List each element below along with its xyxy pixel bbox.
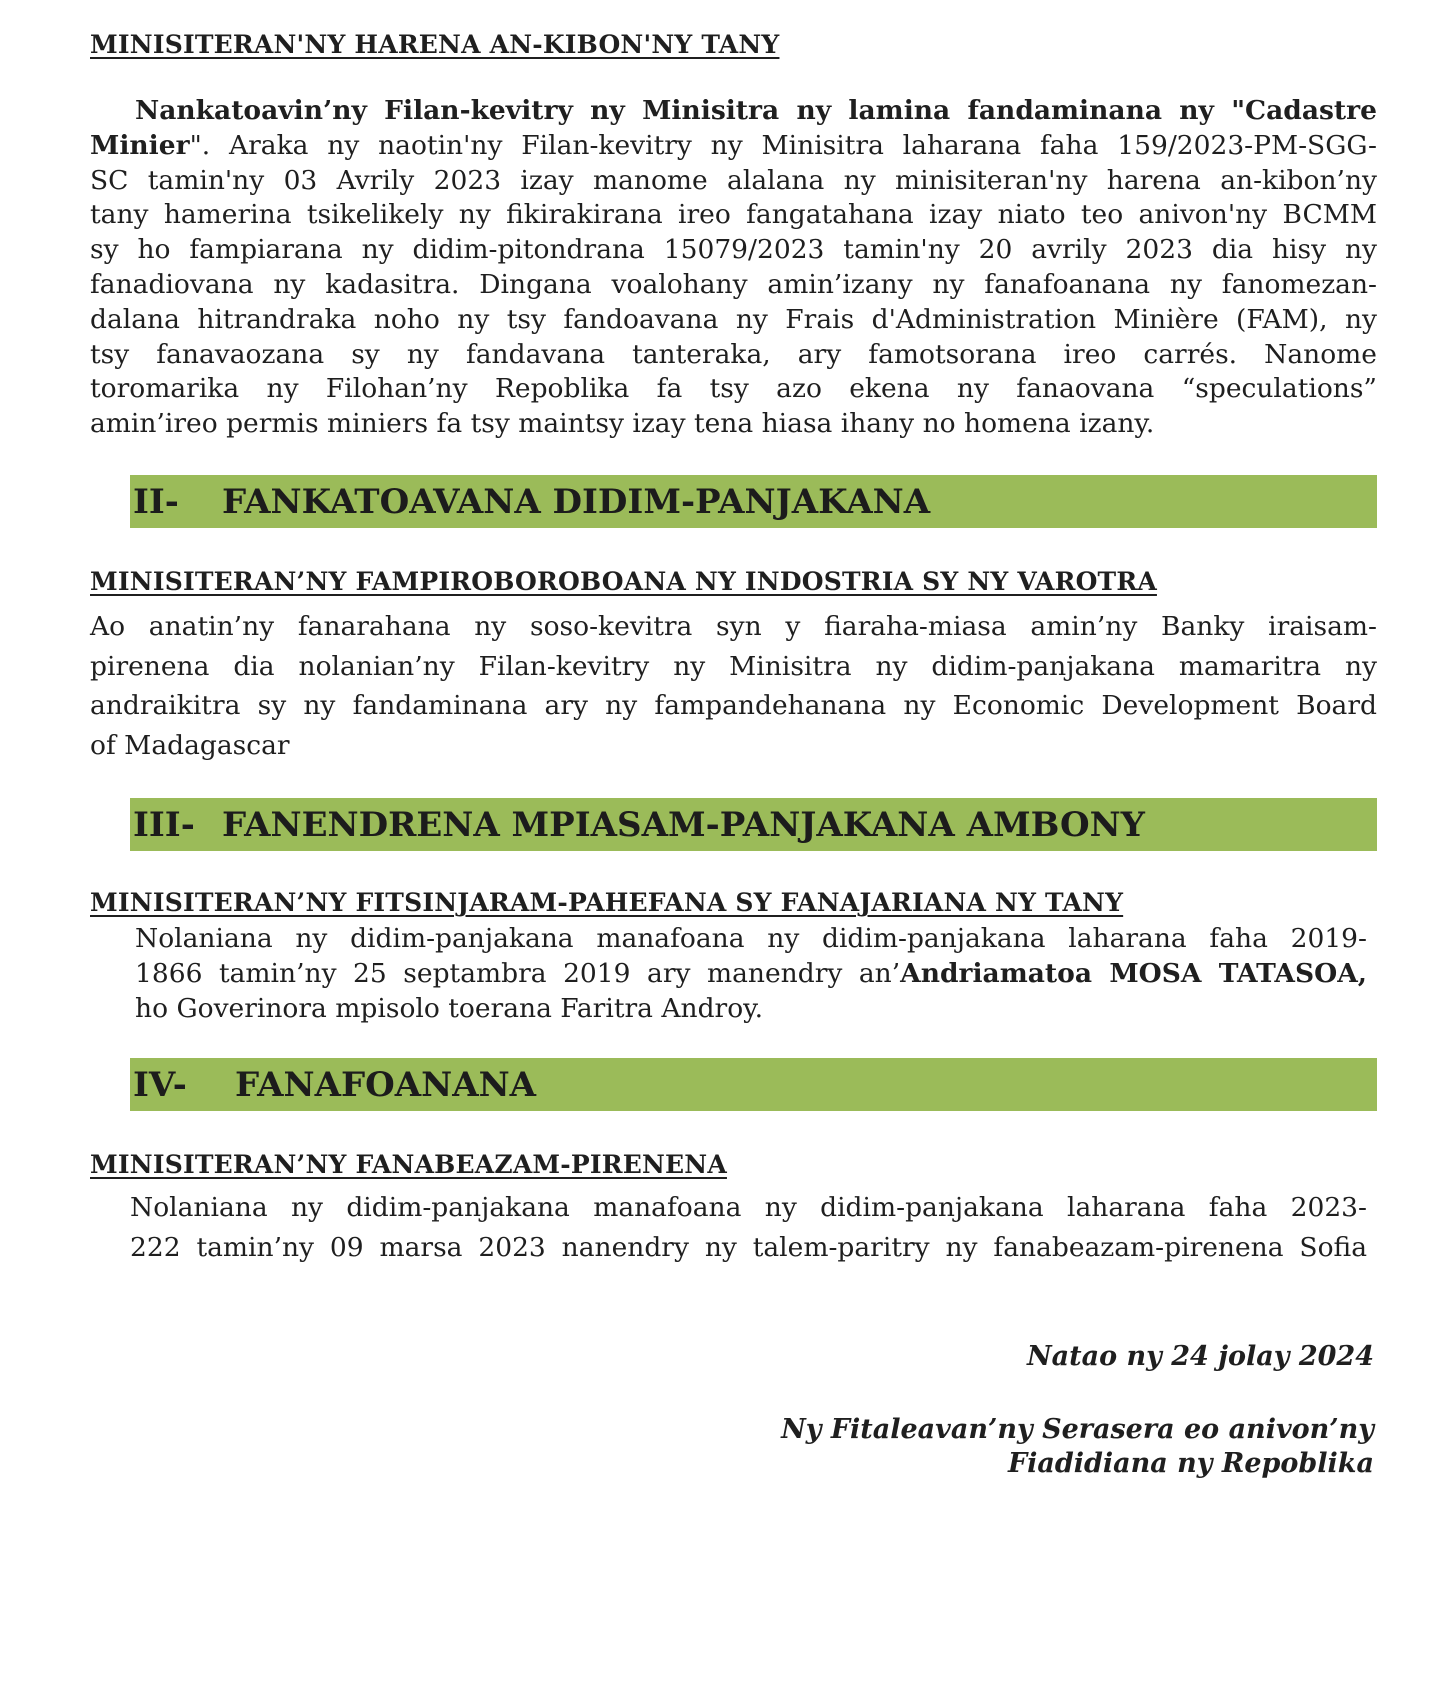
paragraph-industry [90,607,1377,765]
paragraph-line: Nolaniana ny didim-panjakana manafoana ny didim-panjakana laharana faha 2019- [135,923,1367,954]
signature-date: Natao ny 24 jolay 2024 [1026,1341,1374,1372]
section-bar-iv [130,1058,1377,1111]
section-title: FANAFOANANA [235,1065,537,1105]
paragraph-line: Ao anatin’ny fanarahana ny soso-kevitra syn y fiaraha-miasa amin’ny Banky iraisam- [90,611,1377,642]
paragraph-line: fanadiovana ny kadasitra. Dingana voalohany amin’izany ny fanafoanana ny fanomezan- [90,268,1377,300]
paragraph-line: amin’ireo permis miniers fa tsy maintsy izay tena hiasa ihany no homena izany. [90,408,1155,440]
paragraph-line: of Madagascar [90,729,290,761]
paragraph-line: ho Goverinora mpisolo toerana Faritra Androy. [135,992,764,1024]
ministry-heading-decentralization: MINISITERAN’NY FITSINJARAM-PAHEFANA SY FANAJARIANA NY TANY [90,888,1124,917]
paragraph-line [90,94,1377,129]
signature-line-2: Fiadidiana ny Repoblika [1007,1448,1374,1479]
paragraph-line: tany hamerina tsikelikely ny fikirakirana ireo fangatahana izay niato teo anivon'ny BCMM [90,199,1377,231]
section-title: FANKATOAVANA DIDIM-PANJAKANA [222,482,931,522]
paragraph-line [90,129,1377,164]
section-title: FANENDRENA MPIASAM-PANJAKANA AMBONY [222,805,1145,845]
section-number: II- [133,482,179,522]
paragraph-line: pirenena dia nolanian’ny Filan-kevitry ny Minisitra ny didim-panjakana mamaritra ny [90,650,1377,682]
bold-text: Nankatoavin’ny Filan-kevitry ny Minisitra ny lamina fandaminana ny "Cadastre [135,95,1377,126]
section-number: III- [133,805,195,845]
paragraph-line [135,957,1367,992]
paragraph-line: dalana hitrandraka noho ny tsy fandoavana ny Frais d'Administration Minière (FAM), ny [90,303,1377,335]
line-text: 1866 tamin’ny 25 septambra 2019 ary manendry an’ [135,957,901,989]
ministry-heading-mines: MINISITERAN'NY HARENA AN-KIBON'NY TANY [90,30,780,59]
paragraph-line: andraikitra sy ny fandaminana ary ny fampandehanana ny Economic Development Board [90,690,1377,721]
section-number: IV- [133,1065,187,1105]
paragraph-line: sy ho fampiarana ny didim-pitondrana 15079/2023 tamin'ny 20 avrily 2023 dia hisy ny [90,234,1377,266]
ministry-heading-education: MINISITERAN’NY FANABEAZAM-PIRENENA [90,1150,727,1179]
paragraph-line: Nolaniana ny didim-panjakana manafoana ny didim-panjakana laharana faha 2023- [130,1192,1367,1223]
signature-line-1: Ny Fitaleavan’ny Serasera eo anivon’ny [781,1414,1374,1445]
section-bar-ii [130,475,1377,528]
paragraph-line: toromarika ny Filohan’ny Repoblika fa tsy azo ekena ny fanaovana “speculations” [90,373,1377,405]
bold-name: Andriamatoa MOSA TATASOA, [900,957,1367,989]
paragraph-line: SC tamin'ny 03 Avrily 2023 izay manome alalana ny minisiteran'ny harena an-kibon’ny [90,164,1377,196]
paragraph-mines [90,94,1377,442]
section-bar-iii [130,798,1377,851]
ministry-heading-industry: MINISITERAN’NY FAMPIROBOROBOANA NY INDOSTRIA SY NY VAROTRA [90,567,1157,596]
paragraph-decentralization [135,922,1367,1026]
bold-text: Minier [90,129,190,161]
paragraph-line: 222 tamin’ny 09 marsa 2023 nanendry ny talem-paritry ny fanabeazam-pirenena Sofia [130,1231,1367,1263]
line-text: ". Araka ny naotin'ny Filan-kevitry ny Minisitra laharana faha 159/2023-PM-SGG- [189,129,1377,161]
paragraph-line: tsy fanavaozana sy ny fandavana tanteraka, ary famotsorana ireo carrés. Nanome [90,338,1377,370]
paragraph-education [130,1188,1367,1267]
